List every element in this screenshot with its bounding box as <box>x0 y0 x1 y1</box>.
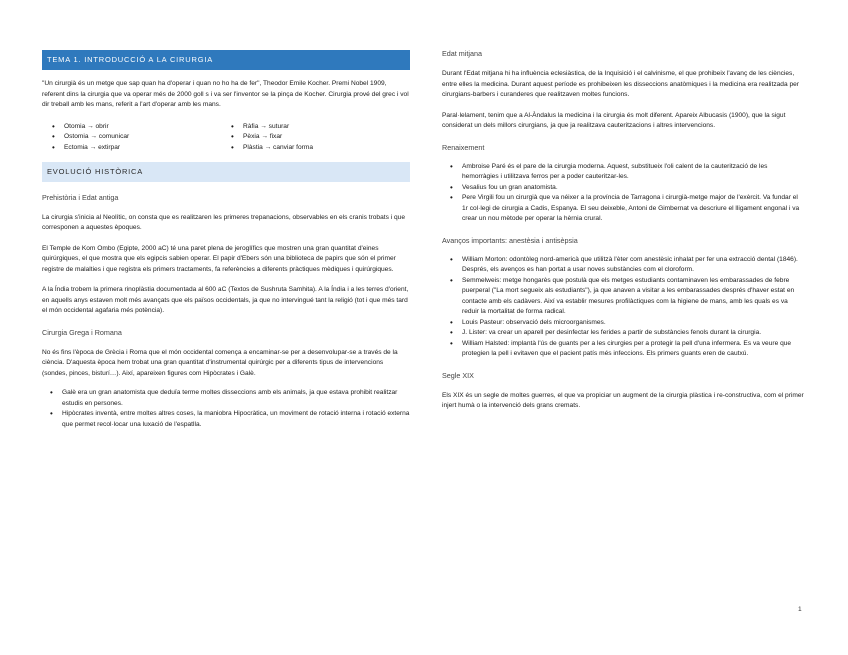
renaixement-list <box>442 162 804 225</box>
list-item: • Vesalius fou un gran anatomista. <box>462 183 804 194</box>
paragraph-india: A la Índia trobem la primera rinoplàstia documentada al 600 aC (Textos de Sushruta Samhita). A la Índia i a les terres d'orient, en aquells anys estaven molt més avançats que els països occidentals, ja que no intervingué tant la religió (tot i que més tard el món occidental agafaria més potència). <box>42 286 409 315</box>
terms-column-2 <box>231 122 410 154</box>
list-item: • J. Lister: va crear un aparell per desinfectar les ferides a partir de substàncies fenols durant la cirurgia. <box>462 328 804 339</box>
heading-edat-mitjana: Edat mitjana <box>442 49 482 58</box>
terms-column-1 <box>52 122 231 154</box>
chapter-title-banner: TEMA 1. INTRODUCCIÓ A LA CIRURGIA <box>42 50 410 70</box>
page-number: 1 <box>798 606 802 613</box>
heading-segle-xix: Segle XIX <box>442 370 474 380</box>
grega-list <box>42 388 410 430</box>
heading-avancos: Avanços importants: anestèsia i antisèpsia <box>442 235 578 245</box>
left-column <box>42 0 410 430</box>
list-item: • Semmelweis: metge hongarès que postulà que els metges estudiants contaminaven les embarassades de febre puerperal ("La mort segueix als estudiants"), ja que anaven a visitar a les embarassades després d'haver estat en contacte amb els cadàvers. Així va establir mesures profilàctiques com la higiene de mans, amb les quals es va reduir la mortalitat de forma radical. <box>462 276 804 318</box>
paragraph-mitjana: Durant l'Edat mitjana hi ha influència eclesiàstica, de la Inquisició i el calvinisme, el que prohibeix l'avanç de les ciències, entre elles la medicina. Durant aquest període es prohibeixen les disseccions anatòmiques i la medicina era realitzada per cirurgians-barbers i curanderes que realitzaven moltes funcions. <box>442 70 799 98</box>
list-item: • Galè era un gran anatomista que deduïa terme moltes disseccions amb els animals, ja que estava prohibit realitzar estudis en persones. <box>62 388 410 409</box>
term-item: • Ectomia → extirpar <box>64 143 231 154</box>
kocher-quote: "Un cirurgià és un metge que sap quan ha d'operar i quan no ho ha de fer", Theodor Emile Kocher. Premi Nobel 1909, referent dins la cirurgia que va operar més de 2000 goll s i va ser l'inventor se la pinça de Kocher. Cirurgia prové del grec i vol dir treball amb les mans, referit a l'art d'operar amb les mans. <box>42 80 409 108</box>
right-column <box>442 0 804 412</box>
list-item: • Louis Pasteur: observació dels microorganismes. <box>462 318 804 329</box>
paragraph-andalus: Paral·lelament, tenim que a Al-Àndalus la medicina i la cirurgia és molt diferent. Apareix Albucasis (1900), que la sigut considerat un dels millors cirurgians, ja que ja realitzava cauteritzacions i altres intervencions. <box>442 111 786 129</box>
list-item: • William Halsted: implantà l'ús de guants per a les cirurgies per a protegir la pell d'una infermera. Es va veure que protegien la pell i evitaven que el pacient patís més infeccions. Els primers guants eren de cautxú. <box>462 339 804 360</box>
heading-renaixement: Renaixement <box>442 142 485 152</box>
term-item: • Otomia → obrir <box>64 122 231 133</box>
list-item: • Pere Virgili fou un cirurgià que va néixer a la província de Tarragona i cirurgià-metge major de l'exèrcit. Va fundar el 1r col·legi de cirurgia a Cadis, Espanya. El seu deixeble, Antoni de Gimbernat va descriure el lligament engonal i va crear un nou mètode per operar la hèrnia crural. <box>462 193 804 225</box>
list-item: • William Morton: odontòleg nord-americà que utilitzà l'èter com anestèsic inhalat per fer una extracció dental (1846). Després, els avenços es han portat a usar noves substàncies com el cloroform. <box>462 255 804 276</box>
term-item: • Ràfia → suturar <box>243 122 410 133</box>
term-item: • Ostomia → comunicar <box>64 132 231 143</box>
paragraph-kom-ombo: El Temple de Kom Ombo (Egipte, 2000 aC) té una paret plena de jeroglífics que mostren una gran quantitat d'eines quirúrgiques, el que mostra que els egipcis sabien operar. El papir d'Ebers són una biblioteca de papirs que són el primer registre de malalties i que registra els primers tractaments, fa referències a diferents pràctiques mèdiques i quirúrgiques. <box>42 244 396 273</box>
term-item: • Pèxia → fixar <box>243 132 410 143</box>
list-item: • Hipòcrates inventà, entre moltes altres coses, la maniobra Hipocràtica, un moviment de rotació interna i rotació externa que permet recol·locar una luxació de l'espatlla. <box>62 409 410 430</box>
heading-prehistoria: Prehistòria i Edat antiga <box>42 192 119 202</box>
avancos-list <box>442 255 804 360</box>
paragraph-neolitic: La cirurgia s'inicia al Neolític, on consta que es realitzaren les primeres trepanacions, observables en els cranis trobats i que corresponen a aquestes èpoques. <box>42 213 406 232</box>
paragraph-segle-xix: Els XIX és un segle de moltes guerres, el que va propiciar un augment de la cirurgia plàstica i re-constructiva, com el primer injert humà o la intervenció dels grans cremats. <box>442 391 804 409</box>
heading-grega-romana: Cirurgia Grega i Romana <box>42 327 122 337</box>
section-banner-evolucio: EVOLUCIÓ HISTÒRICA <box>42 162 410 182</box>
list-item: • Ambroise Paré és el pare de la cirurgia moderna. Aquest, substitueix l'oli calent de la cauterització de les hemorràgies i utilitzava ferros per a poder cauteritzar-les. <box>462 162 804 183</box>
paragraph-grecia: No és fins l'època de Grècia i Roma que el món occidental comença a encaminar-se per a desenvolupar-se a través de la ciència. D'aquesta època hem trobat una gran quantitat d'instrumental quirúrgic per a diferents tipus de intervencions (sondes, pinces, bisturí…). Així, apareixen figures com Hipòcrates i Galè. <box>42 348 398 377</box>
term-item: • Plàstia → canviar forma <box>243 143 410 154</box>
terminology-list <box>52 122 410 154</box>
